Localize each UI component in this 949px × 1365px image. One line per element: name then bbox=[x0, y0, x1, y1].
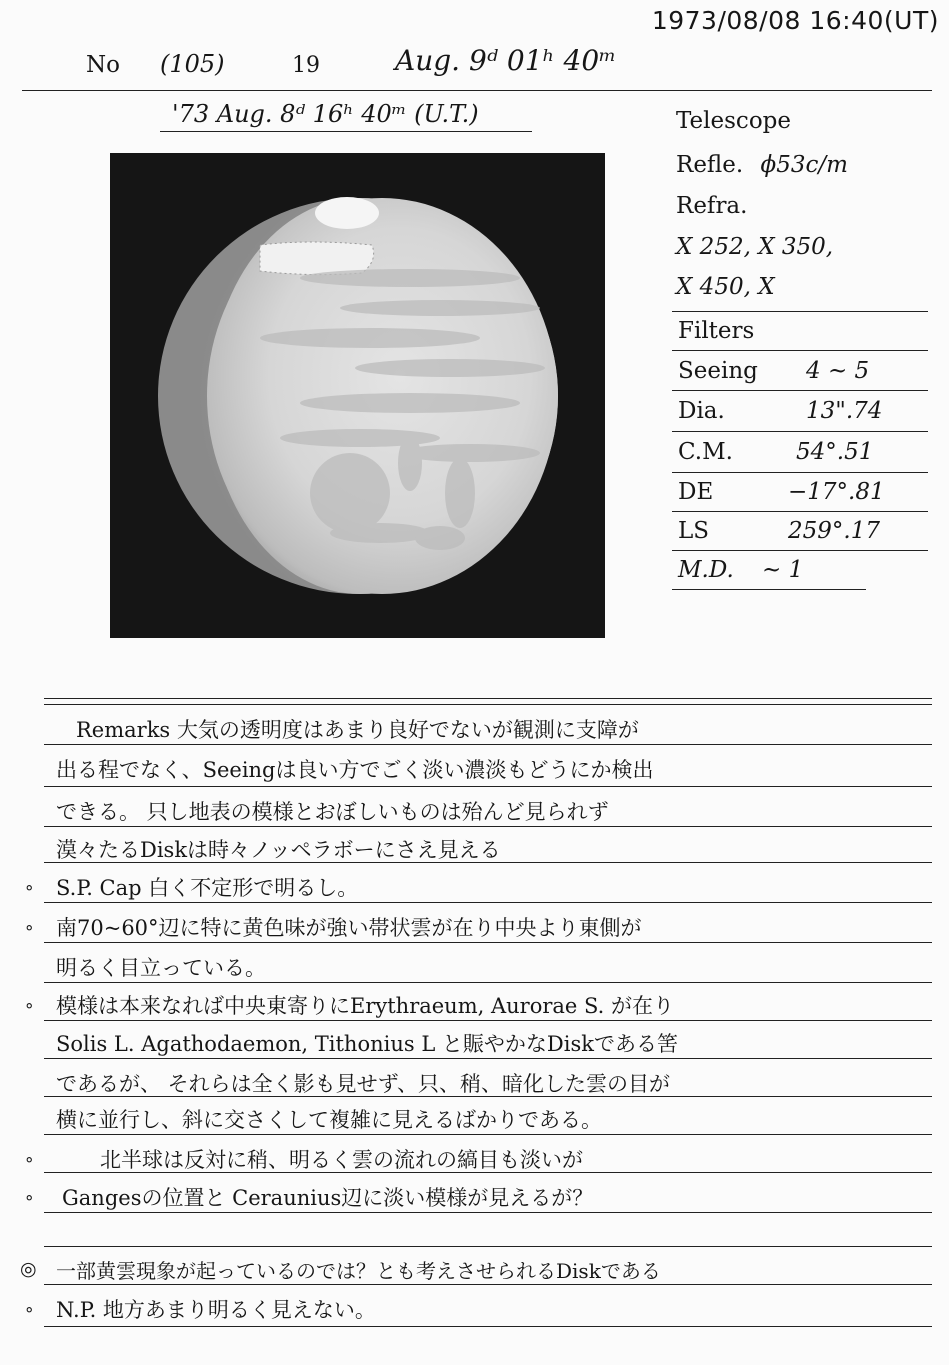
remarks-line-13: Gangesの位置と Ceraunius辺に淡い模様が見えるが？ bbox=[62, 1186, 594, 1210]
local-date: Aug. 9ᵈ 01ʰ 40ᵐ bbox=[395, 44, 617, 77]
seeing-row bbox=[678, 358, 928, 384]
bullet-mark: ∘ bbox=[24, 1188, 35, 1208]
moment-row bbox=[678, 557, 928, 583]
rule bbox=[44, 862, 932, 863]
planet-drawing bbox=[110, 153, 605, 638]
rule bbox=[44, 902, 932, 903]
reflector-label: Refle. bbox=[676, 152, 744, 178]
rule bbox=[44, 1284, 932, 1285]
rule bbox=[44, 1134, 932, 1135]
seeing-label: Seeing bbox=[678, 358, 758, 384]
solar-longitude-label: LS bbox=[678, 518, 710, 544]
mars-disk-sketch bbox=[110, 153, 605, 638]
remarks-line-11: 横に並行し、斜に交さくして複雑に見えるばかりである。 bbox=[56, 1108, 602, 1132]
remarks-line-10: であるが、 それらは全く影も見せず、只、稍、暗化した雲の目が bbox=[56, 1072, 670, 1096]
table-rule-4 bbox=[672, 472, 928, 473]
rule bbox=[44, 1212, 932, 1213]
table-rule-1 bbox=[672, 350, 928, 351]
remarks-rule-top-1 bbox=[44, 698, 932, 699]
diameter-label: Dia. bbox=[678, 398, 725, 424]
remarks-line-5: S.P. Cap 白く不定形で明るし。 bbox=[56, 876, 359, 900]
reflector-aperture: ϕ53c/m bbox=[760, 152, 848, 178]
remarks-line-7: 明るく目立っている。 bbox=[56, 956, 266, 980]
remarks-line-9: Solis L. Agathodaemon, Tithonius L と賑やかなDiskである筈 bbox=[56, 1032, 678, 1056]
table-rule-6 bbox=[672, 550, 928, 551]
record-number-label: No bbox=[86, 52, 120, 78]
record-number: (105) bbox=[160, 50, 225, 78]
diameter-value: 13".74 bbox=[806, 398, 883, 424]
table-rule-7 bbox=[672, 589, 866, 590]
magnifications-line-1: X 252, X 350, bbox=[676, 234, 834, 260]
remarks-line-15: N.P. 地方あまり明るく見えない。 bbox=[56, 1298, 376, 1322]
telescope-rule bbox=[672, 311, 928, 312]
remarks-line-4: 漠々たるDiskは時々ノッペラボーにさえ見える bbox=[56, 838, 501, 862]
telescope-title: Telescope bbox=[676, 108, 791, 134]
filters-label: Filters bbox=[678, 318, 755, 344]
rule bbox=[44, 1326, 932, 1327]
magnifications-line-2: X 450, X bbox=[676, 274, 775, 300]
solar-longitude-row bbox=[678, 518, 928, 544]
rule bbox=[44, 982, 932, 983]
bullet-mark: ∘ bbox=[24, 878, 35, 898]
remarks-rule-top-2 bbox=[44, 704, 932, 705]
rule bbox=[44, 744, 932, 745]
central-meridian-label: C.M. bbox=[678, 439, 733, 465]
declination-label: DE bbox=[678, 479, 714, 505]
remarks-line-1: Remarks 大気の透明度はあまり良好でないが観測に支障が bbox=[76, 718, 639, 742]
refractor-label: Refra. bbox=[676, 193, 748, 219]
bullet-mark: ∘ bbox=[24, 918, 35, 938]
header-rule bbox=[22, 90, 932, 91]
solar-longitude-value: 259°.17 bbox=[788, 518, 880, 544]
ut-underline bbox=[160, 131, 532, 132]
table-rule-3 bbox=[672, 431, 928, 432]
reflector-row bbox=[676, 152, 848, 178]
rule bbox=[44, 786, 932, 787]
observation-timestamp: 1973/08/08 16:40(UT) bbox=[651, 6, 939, 35]
remarks-line-8: 模様は本来なれば中央東寄りにErythraeum, Aurorae S. が在り bbox=[56, 994, 674, 1018]
remarks-line-14: 一部黄雲現象が起っているのでは？とも考えさせられるDiskである bbox=[56, 1259, 661, 1283]
central-meridian-row bbox=[678, 439, 928, 465]
rule bbox=[44, 1172, 932, 1173]
ut-datetime: '73 Aug. 8ᵈ 16ʰ 40ᵐ (U.T.) bbox=[172, 100, 479, 128]
rule bbox=[44, 1020, 932, 1021]
rule bbox=[44, 826, 932, 827]
remarks-line-12: 北半球は反対に稍、明るく雲の流れの縞目も淡いが bbox=[100, 1148, 583, 1172]
remarks-line-2: 出る程でなく、Seeingは良い方でごく淡い濃淡もどうにか検出 bbox=[56, 758, 654, 782]
bullet-mark: ∘ bbox=[24, 996, 35, 1016]
rule bbox=[44, 1096, 932, 1097]
table-rule-5 bbox=[672, 511, 928, 512]
declination-value: −17°.81 bbox=[788, 479, 885, 505]
rule bbox=[44, 1058, 932, 1059]
moment-value: ~ 1 bbox=[762, 557, 804, 583]
seeing-value: 4 ~ 5 bbox=[806, 358, 870, 384]
diameter-row bbox=[678, 398, 928, 424]
rule bbox=[44, 942, 932, 943]
rule bbox=[44, 1246, 932, 1247]
moment-label: M.D. bbox=[678, 557, 734, 583]
bullet-mark: ∘ bbox=[24, 1150, 35, 1170]
remarks-line-3: できる。 只し地表の模様とおぼしいものは殆んど見られず bbox=[56, 800, 609, 824]
year-prefix: 19 bbox=[292, 53, 320, 78]
bullet-mark: ∘ bbox=[24, 1300, 35, 1320]
remarks-line-6: 南70~60°辺に特に黄色味が強い帯状雲が在り中央より東側が bbox=[56, 916, 642, 940]
central-meridian-value: 54°.51 bbox=[796, 439, 874, 465]
double-bullet-mark: ◎ bbox=[20, 1258, 37, 1280]
declination-row bbox=[678, 479, 928, 505]
table-rule-2 bbox=[672, 390, 928, 391]
